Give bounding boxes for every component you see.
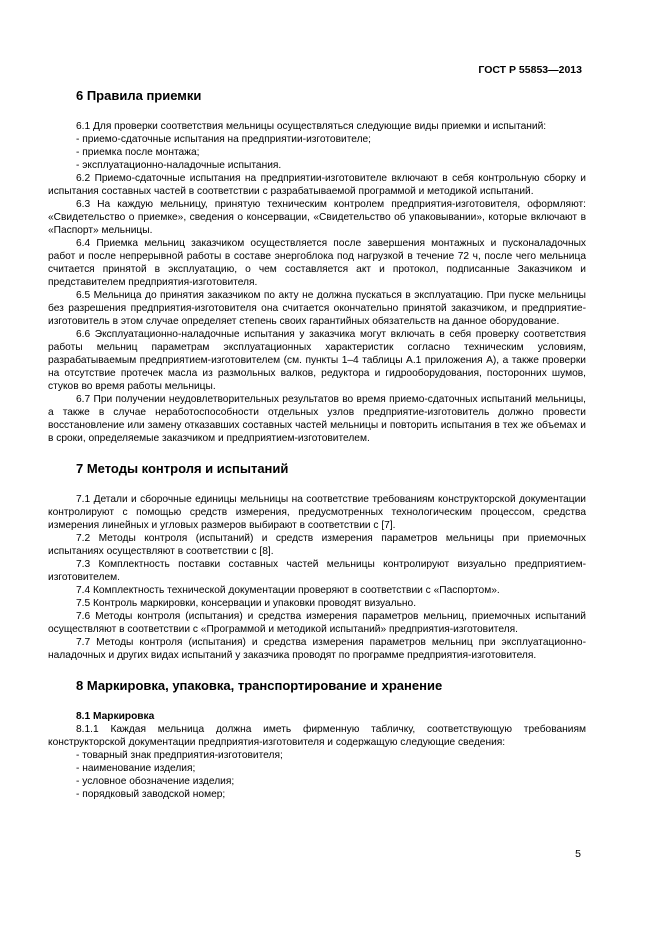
list-item: - наименование изделия; <box>76 763 196 774</box>
standard-code: ГОСТ Р 55853—2013 <box>478 64 582 76</box>
paragraph-7-5: 7.5 Контроль маркировки, консервации и упаковки проводят визуально. <box>76 598 417 609</box>
paragraph-6-3: 6.3 На каждую мельницу, принятую техническим контролем предприятия-изготовителя, оформляют: «Свидетельство о приемке», сведения о консервации, «Свидетельство об упаковывании», которые включают в «Паспорт» мельницы. <box>48 199 586 236</box>
paragraph-7-7: 7.7 Методы контроля (испытания) и средства измерения параметров мельниц при эксплуатационно-наладочных и других видах испытаний у заказчика проводят по программе предприятия-изготовителя. <box>48 637 586 661</box>
paragraph-7-2: 7.2 Методы контроля (испытаний) и средств измерения параметров мельницы при приемочных испытаниях осуществляют в соответствии с [8]. <box>48 533 586 557</box>
paragraph-6-1: 6.1 Для проверки соответствия мельницы осуществляться следующие виды приемки и испытаний: <box>76 121 547 132</box>
list-item: - эксплуатационно-наладочные испытания. <box>76 160 282 171</box>
list-item: - приемка после монтажа; <box>76 147 200 158</box>
subsection-8-1-title: 8.1 Маркировка <box>76 711 155 722</box>
paragraph-6-7: 6.7 При получении неудовлетворительных результатов во время приемо-сдаточных испытаний мельницы, а также в случае неработоспособности отдельных узлов предприятие-изготовитель должно провести восстановление или замену отказавших составных частей мельницы и повторить испытания в тех же объемах и в сроки, определяемые заказчиком и предприятием-изготовителем. <box>48 394 586 444</box>
section-6-title: 6 Правила приемки <box>76 88 202 103</box>
paragraph-7-6: 7.6 Методы контроля (испытания) и средства измерения параметров мельниц, приемочных испытаний осуществляют в соответствии с «Программой и методикой испытаний» предприятия-изготовителя. <box>48 611 586 635</box>
paragraph-6-5: 6.5 Мельница до принятия заказчиком по акту не должна пускаться в эксплуатацию. При пуске мельницы без разрешения предприятия-изготовителя она считается окончательно принятой заказчиком, и предприятие-изготовитель в этом случае определяет степень своих гарантийных обязательств на данное оборудование. <box>48 290 586 327</box>
list-item: - условное обозначение изделия; <box>76 776 235 787</box>
paragraph-7-3: 7.3 Комплектность поставки составных частей мельницы контролируют визуально предприятием-изготовителем. <box>48 559 586 583</box>
paragraph-8-1-1: 8.1.1 Каждая мельница должна иметь фирменную табличку, соответствующую требованиям конструкторской документации предприятия-изготовителя и содержащую следующие сведения: <box>48 724 586 748</box>
paragraph-6-6: 6.6 Эксплуатационно-наладочные испытания у заказчика могут включать в себя проверку соответствия работы мельниц параметрам эксплуатационных характеристик согласно техническим условиям, разрабатываемым предприятием-изготовителем (см. пункты 1–4 таблицы А.1 приложения А), а также проверки на отсутствие протечек масла из размольных валков, редуктора и гидрооборудования, посторонних шумов, стуков во время работы мельницы. <box>48 329 586 392</box>
section-8-title: 8 Маркировка, упаковка, транспортирование и хранение <box>76 678 443 693</box>
paragraph-7-4: 7.4 Комплектность технической документации проверяют в соответствии с «Паспортом». <box>76 585 500 596</box>
paragraph-6-4: 6.4 Приемка мельниц заказчиком осуществляется после завершения монтажных и пусконаладочных работ и после непрерывной работы в составе энергоблока под нагрузкой в течение 72 ч, после чего мельница считается принятой в эксплуатацию, о чем составляется акт и протокол, подписанные Заказчиком и представителем предприятия-изготовителя. <box>48 238 586 288</box>
paragraph-6-2: 6.2 Приемо-сдаточные испытания на предприятии-изготовителе включают в себя контрольную сборку и испытания составных частей в соответствии с разрабатываемой программой и методикой испытаний. <box>48 173 586 197</box>
list-item: - порядковый заводской номер; <box>76 789 226 800</box>
paragraph-7-1: 7.1 Детали и сборочные единицы мельницы на соответствие требованиям конструкторской документации контролируют с помощью средств измерения, предусмотренных технологическим процессом, средства измерения линейных и угловых размеров выбирают в соответствии с [7]. <box>48 494 586 531</box>
list-item: - товарный знак предприятия-изготовителя; <box>76 750 283 761</box>
page-number: 5 <box>575 848 581 860</box>
list-item: - приемо-сдаточные испытания на предприятии-изготовителе; <box>76 134 372 145</box>
section-7-title: 7 Методы контроля и испытаний <box>76 461 289 476</box>
